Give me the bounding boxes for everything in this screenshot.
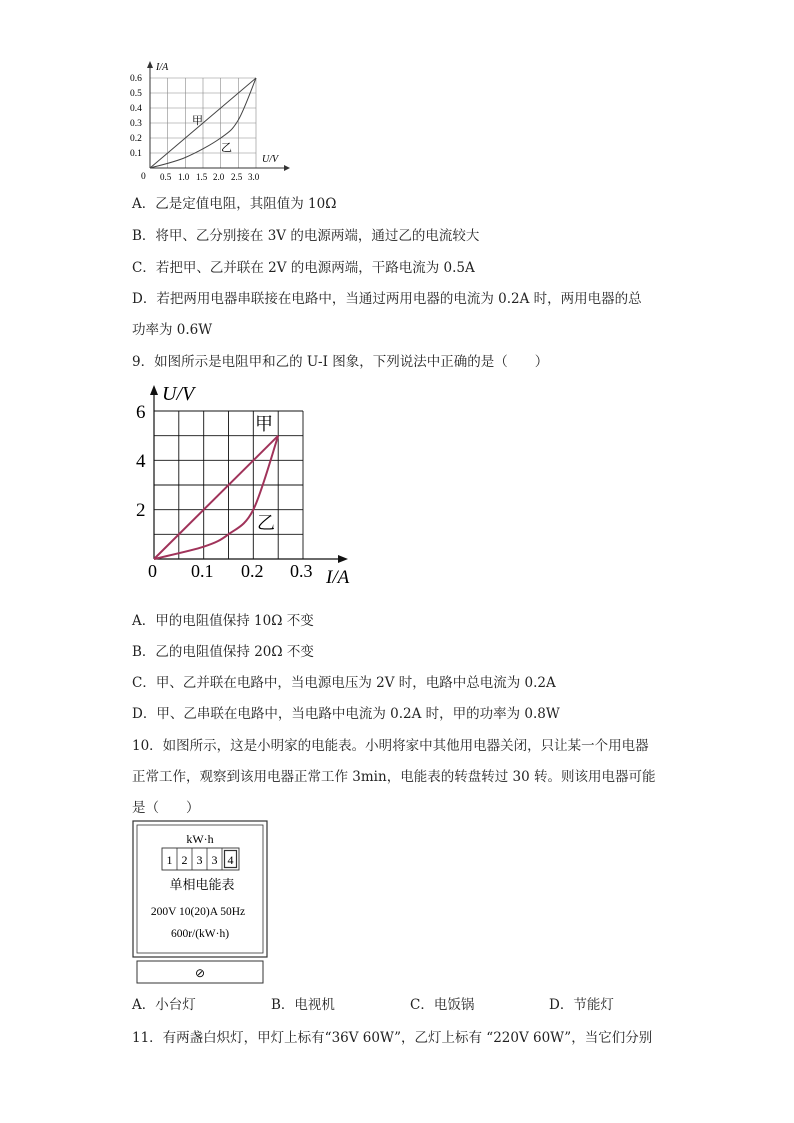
meter-name: 单相电能表 — [169, 877, 235, 892]
chart2-xtick: 0.3 — [290, 561, 313, 581]
chart1-ytick: 0.6 — [130, 74, 142, 84]
chart2-ytick: 4 — [136, 451, 146, 472]
q10-option-b[interactable]: B．电视机 — [271, 997, 335, 1013]
chart1-ytick: 0.4 — [130, 104, 142, 114]
electric-meter — [132, 820, 268, 986]
chart2-x-arrow — [338, 555, 348, 563]
chart-u-i — [128, 378, 368, 590]
q9-stem: 9．如图所示是电阻甲和乙的 U-I 图象，下列说法中正确的是（ ） — [132, 354, 549, 370]
chart1-xtick: 2.0 — [213, 172, 225, 182]
chart-i-u — [126, 58, 296, 188]
meter-symbol: ⊘ — [194, 966, 206, 980]
chart2-ytick: 6 — [136, 402, 146, 423]
q8-option-d-continued: 功率为 0.6W — [132, 322, 213, 338]
chart1-ylabel: I/A — [156, 62, 169, 73]
chart1-ytick: 0.5 — [130, 89, 142, 99]
q10-stem-line2: 正常工作，观察到该用电器正常工作 3min，电能表的转盘转过 30 转。则该用电器可能 — [132, 769, 656, 785]
chart1-ytick: 0.1 — [130, 149, 142, 159]
chart2-series-jia — [154, 436, 278, 559]
chart2-label-jia: 甲 — [255, 414, 273, 434]
chart1-xtick: 1.0 — [178, 172, 190, 182]
chart2-xlabel: I/A — [326, 567, 350, 588]
chart1-xtick: 1.5 — [196, 172, 208, 182]
chart1-xlabel: U/V — [262, 154, 279, 165]
chart2-ylabel: U/V — [162, 383, 195, 405]
chart1-origin: 0 — [141, 172, 146, 182]
chart2-xtick: 0.1 — [191, 561, 214, 581]
chart1-xtick: 3.0 — [248, 172, 260, 182]
chart1-y-arrow — [147, 61, 153, 68]
q10-option-a[interactable]: A．小台灯 — [132, 997, 196, 1013]
q9-option-a[interactable]: A．甲的电阻值保持 10Ω 不变 — [132, 613, 314, 629]
meter-digit: 4 — [227, 853, 234, 867]
q8-option-a[interactable]: A．乙是定值电阻，其阻值为 10Ω — [132, 196, 337, 212]
chart2-xtick: 0 — [148, 561, 157, 581]
chart2-label-yi: 乙 — [257, 513, 275, 533]
q8-option-b[interactable]: B．将甲、乙分别接在 3V 的电源两端，通过乙的电流较大 — [132, 228, 480, 244]
q10-stem-line1: 10．如图所示，这是小明家的电能表。小明将家中其他用电器关闭，只让某一个用电器 — [132, 738, 649, 754]
meter-digit: 1 — [166, 853, 173, 867]
chart1-x-arrow — [284, 165, 290, 171]
chart1-xtick: 0.5 — [160, 172, 172, 182]
q10-option-d[interactable]: D．节能灯 — [549, 997, 614, 1013]
q9-option-d[interactable]: D．甲、乙串联在电路中，当电路中电流为 0.2A 时，甲的功率为 0.8W — [132, 706, 560, 722]
chart1-xtick: 2.5 — [231, 172, 243, 182]
q8-option-c[interactable]: C．若把甲、乙并联在 2V 的电源两端，干路电流为 0.5A — [132, 260, 475, 276]
q8-option-d[interactable]: D．若把两用电器串联接在电路中，当通过两用电器的电流为 0.2A 时，两用电器的总 — [132, 291, 642, 307]
q9-option-c[interactable]: C．甲、乙并联在电路中，当电源电压为 2V 时，电路中总电流为 0.2A — [132, 675, 556, 691]
meter-digit: 3 — [211, 853, 218, 867]
q10-stem-line3: 是（ ） — [132, 800, 200, 816]
q10-option-c[interactable]: C．电饭锅 — [410, 997, 475, 1013]
meter-spec-voltage: 200V 10(20)A 50Hz — [150, 906, 246, 918]
chart1-label-jia: 甲 — [192, 115, 203, 127]
chart2-ytick: 2 — [136, 500, 146, 521]
meter-digit: 3 — [196, 853, 203, 867]
chart2-y-arrow — [150, 385, 158, 395]
q9-option-b[interactable]: B．乙的电阻值保持 20Ω 不变 — [132, 644, 314, 660]
meter-spec-revolutions: 600r/(kW·h) — [170, 928, 230, 940]
chart2-xtick: 0.2 — [241, 561, 264, 581]
chart1-ytick: 0.2 — [130, 134, 142, 144]
meter-unit: kW·h — [186, 832, 214, 846]
chart1-ytick: 0.3 — [130, 119, 142, 129]
q11-stem-line1: 11．有两盏白炽灯，甲灯上标有“36V 60W”，乙灯上标有 “220V 60W”，当它们分别 — [132, 1030, 653, 1046]
chart1-label-yi: 乙 — [221, 142, 232, 154]
meter-digit: 2 — [181, 853, 188, 867]
